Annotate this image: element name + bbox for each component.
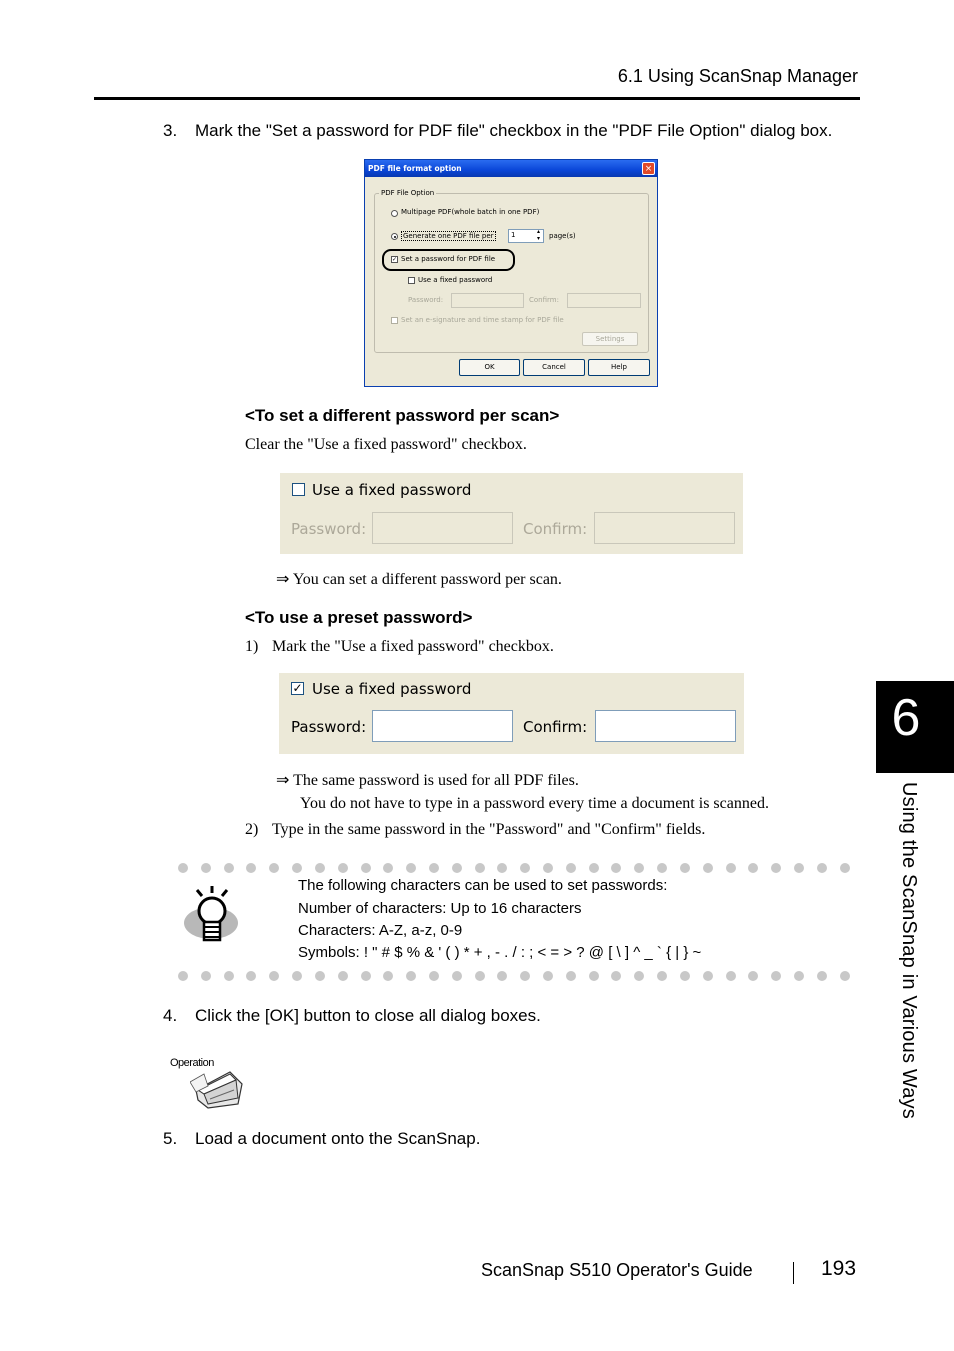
- item-text: Type in the same password in the "Password" and "Confirm" fields.: [272, 821, 706, 838]
- pdf-file-format-option-dialog: [364, 159, 658, 387]
- step-text: Click the [OK] button to close all dialog boxes.: [195, 1006, 541, 1025]
- scanner-icon: [190, 1068, 246, 1112]
- use-fixed-password-label: Use a fixed password: [312, 680, 472, 698]
- pages-stepper-icon[interactable]: ▴ ▾: [537, 228, 541, 242]
- confirm-label: Confirm:: [529, 296, 559, 304]
- use-fixed-password-checkbox[interactable]: ✓: [292, 681, 303, 695]
- set-password-label: Set a password for PDF file: [401, 255, 496, 263]
- hint-line-1: The following characters can be used to set passwords:: [298, 877, 668, 894]
- fixed-password-panel-checked: [279, 673, 744, 754]
- arrow-icon: ⇒: [276, 571, 290, 588]
- group-label: PDF File Option: [381, 189, 435, 197]
- radio-multipage-label: Multipage PDF(whole batch in one PDF): [401, 208, 540, 216]
- result-text: The same password is used for all PDF files.: [293, 772, 579, 789]
- password-field[interactable]: [451, 293, 524, 308]
- radio-generate-per-label: Generate one PDF file per: [403, 232, 494, 240]
- esignature-label: Set an e-signature and time stamp for PDF file: [401, 316, 564, 324]
- dialog-titlebar: [365, 160, 657, 177]
- different-password-result: [276, 569, 562, 589]
- different-password-heading: <To set a different password per scan>: [245, 406, 560, 425]
- item-number: 2): [245, 821, 259, 838]
- cancel-button[interactable]: Cancel: [523, 359, 585, 376]
- dialog-title: PDF file format option: [368, 164, 462, 173]
- help-button[interactable]: Help: [588, 359, 650, 376]
- hint-line-3: Characters: A-Z, a-z, 0-9: [298, 922, 463, 939]
- use-fixed-password-checkbox[interactable]: [292, 483, 305, 496]
- use-fixed-password-checkbox[interactable]: [408, 277, 415, 284]
- step-number: 3.: [163, 121, 178, 140]
- preset-password-heading: <To use a preset password>: [245, 608, 473, 627]
- chapter-title: Using the ScanSnap in Various Ways: [898, 782, 920, 1119]
- password-field[interactable]: [372, 512, 513, 544]
- item-text: Mark the "Use a fixed password" checkbox.: [272, 638, 554, 655]
- hint-line-2: Number of characters: Up to 16 characters: [298, 900, 582, 917]
- result-text: You can set a different password per scan.: [292, 571, 562, 588]
- header-section-title: 6.1 Using ScanSnap Manager: [617, 66, 858, 86]
- footer-separator: [793, 1262, 794, 1284]
- operation-label: Operation: [170, 1057, 214, 1069]
- arrow-icon: ⇒: [276, 772, 290, 789]
- esignature-checkbox[interactable]: [391, 317, 398, 324]
- step-number: 5.: [163, 1129, 178, 1148]
- fixed-password-panel-unchecked: [280, 473, 743, 554]
- step-text: Mark the "Set a password for PDF file" checkbox in the "PDF File Option" dialog box.: [195, 121, 833, 140]
- pages-unit-label: page(s): [549, 232, 576, 240]
- confirm-field[interactable]: [567, 293, 641, 308]
- password-field[interactable]: [372, 710, 513, 742]
- confirm-field[interactable]: [595, 710, 736, 742]
- use-fixed-password-label: Use a fixed password: [312, 481, 472, 499]
- password-label: Password:: [291, 718, 367, 736]
- hint-dotted-rule-bottom: [178, 970, 850, 982]
- confirm-field[interactable]: [594, 512, 735, 544]
- different-password-instruction: Clear the "Use a fixed password" checkbox.: [245, 436, 527, 453]
- use-fixed-password-label: Use a fixed password: [418, 276, 493, 284]
- pages-per-file-input[interactable]: 1: [508, 229, 544, 243]
- confirm-label: Confirm:: [523, 520, 588, 538]
- preset-result-1: [276, 770, 579, 790]
- preset-item-2: [245, 821, 706, 839]
- step-number: 4.: [163, 1006, 178, 1025]
- password-label: Password:: [408, 296, 444, 304]
- settings-button[interactable]: Settings: [582, 332, 638, 346]
- radio-generate-per[interactable]: [391, 233, 398, 240]
- ok-button[interactable]: OK: [459, 359, 520, 376]
- step-text: Load a document onto the ScanSnap.: [195, 1129, 481, 1148]
- hint-dotted-rule-top: [178, 862, 850, 874]
- confirm-label: Confirm:: [523, 718, 588, 736]
- radio-multipage[interactable]: [391, 210, 398, 217]
- footer-guide-title: ScanSnap S510 Operator's Guide: [481, 1260, 753, 1280]
- hint-line-4: Symbols: ! " # $ % & ' ( ) * + , - . / : ; < = > ? @ [ \ ] ^ _ ` { | } ~: [298, 944, 702, 961]
- item-number: 1): [245, 638, 259, 655]
- page-number: 193: [821, 1257, 857, 1280]
- hint-lightbulb-icon: [183, 885, 243, 945]
- close-icon[interactable]: ×: [642, 162, 655, 175]
- chapter-number: 6: [891, 689, 921, 747]
- header-rule: [94, 97, 860, 100]
- preset-result-2: You do not have to type in a password every time a document is scanned.: [300, 795, 769, 812]
- set-password-checkbox[interactable]: ✓: [392, 256, 398, 263]
- pdf-file-option-group: [374, 193, 649, 353]
- highlight-ellipse: [382, 249, 515, 271]
- password-label: Password:: [291, 520, 367, 538]
- preset-item-1: [245, 638, 554, 656]
